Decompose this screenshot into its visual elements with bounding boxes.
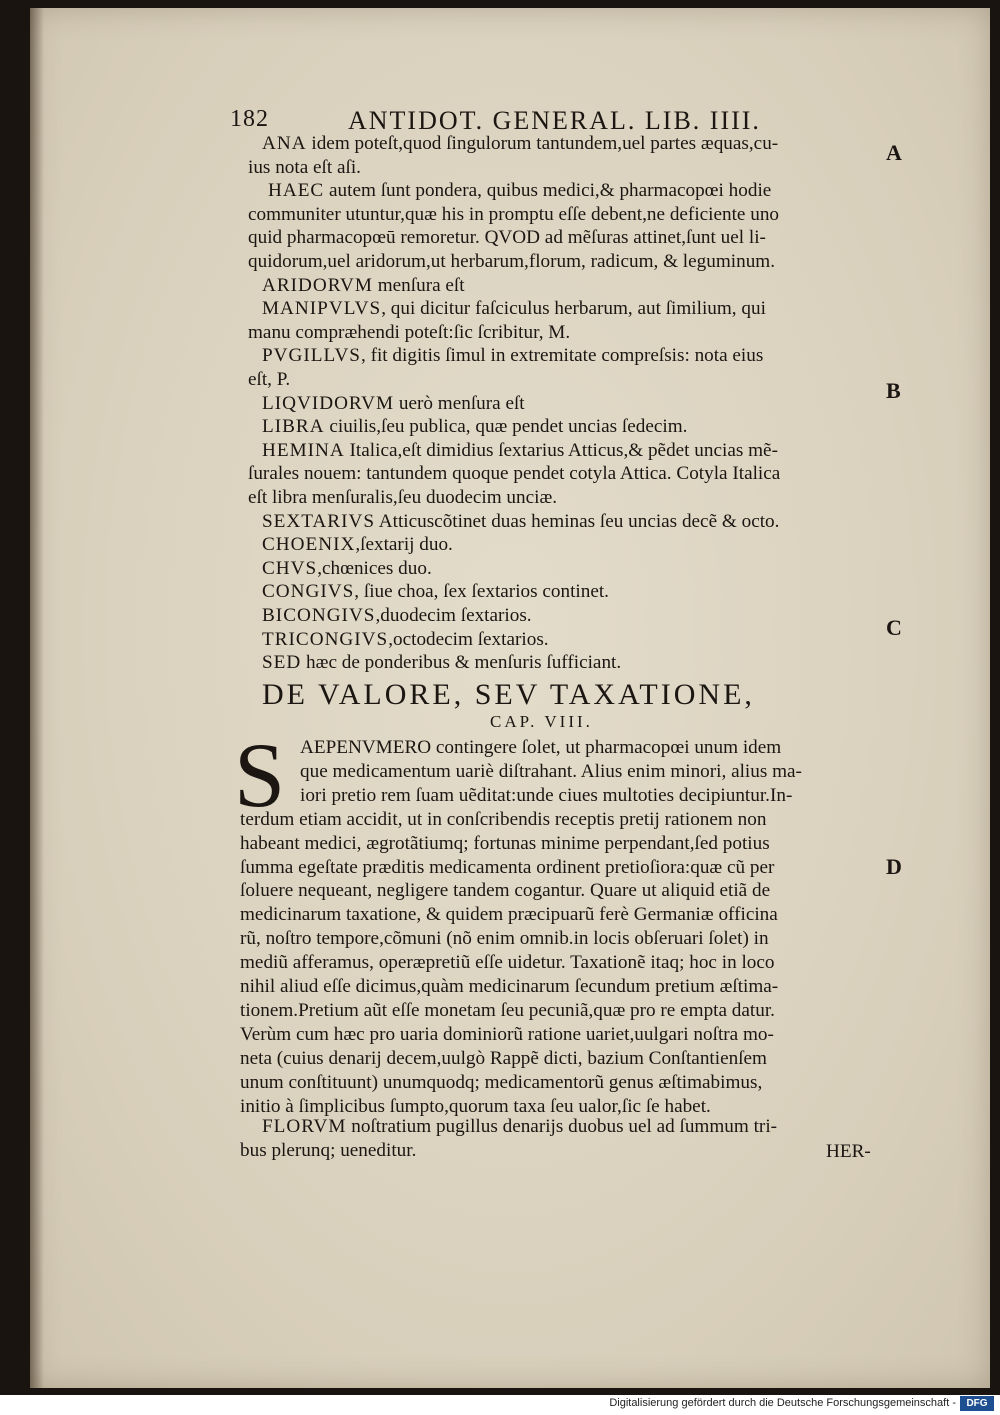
line-lead: HAEC	[268, 180, 325, 202]
line-text: noſtratium pugillus denarijs duobus uel ad ſummum tri-	[346, 1116, 778, 1137]
lines-top-line	[248, 486, 557, 510]
line-text: quidorum,uel aridorum,ut herbarum,florum, radicum, & leguminum.	[248, 251, 776, 272]
lines-top-line	[248, 250, 775, 274]
catchword: HER-	[826, 1141, 871, 1162]
lines-body-line: rũ, noſtro tempore,cõmuni (nõ enim omnib.in locis obſeruari ſolet) in	[240, 928, 769, 950]
line-text: , fit digitis ſimul in extremitate compreſsis: nota eius	[360, 345, 764, 367]
lines-top-line	[262, 392, 525, 416]
line-text: ,ſextarij duo.	[355, 534, 453, 556]
line-text: ſurales nouem: tantundem quoque pendet cotyla Attica. Cotyla Italica	[248, 463, 781, 485]
line-text: hæc de ponderibus & menſuris ſufficiant.	[301, 652, 622, 674]
line-text: ciuilis,ſeu publica, quæ pendet uncias ſedecim.	[324, 416, 688, 438]
lines-top-line	[262, 132, 778, 156]
lines-top-line	[262, 651, 621, 675]
line-lead: PVGILLVS	[262, 345, 361, 367]
lines-body-line: terdum etiam accidit, ut in conſcribendis receptis pretij rationem non	[240, 808, 767, 830]
line-lead: ARIDORVM	[262, 274, 373, 296]
line-text: autem ſunt pondera, quibus medici,& pharmacopœi hodie	[324, 180, 772, 202]
line-text: ,chœnices duo.	[317, 557, 432, 579]
margin-letter-b: B	[886, 378, 901, 403]
lines-body-line: mediũ afferamus, operæpretiũ eſſe uidetur. Taxationẽ itaq; hoc in loco	[240, 952, 775, 974]
line-text: , qui dicitur faſciculus herbarum, aut ſimilium, qui	[381, 298, 766, 320]
lines-top-line	[262, 297, 766, 321]
line-text: uerò menſura eſt	[394, 392, 525, 414]
lines-top-line	[262, 274, 465, 298]
line-lead: TRICONGIVS	[262, 628, 389, 650]
lines-top-line	[248, 368, 290, 392]
line-lead: CHOENIX	[262, 534, 356, 556]
line-lead: MANIPVLVS	[262, 298, 382, 320]
lines-top-line	[262, 580, 609, 604]
line-text: bus plerunq; ueneditur.	[240, 1140, 417, 1161]
lines-top-line	[268, 179, 771, 203]
line-text: Atticuscõtinet duas heminas ſeu uncias decẽ & octo.	[375, 510, 780, 532]
lines-top-line	[248, 203, 779, 227]
line-text: communiter utuntur,quæ his in promptu eſſe debent,ne deficiente uno	[248, 203, 780, 225]
lines-top-line	[262, 533, 453, 557]
page-number: 182	[230, 106, 269, 132]
lines-tail-line	[240, 1139, 416, 1163]
line-text: ,octodecim ſextarios.	[388, 628, 549, 650]
footer-credit: Digitalisierung gefördert durch die Deutsche Forschungsgemeinschaft -	[609, 1397, 956, 1409]
margin-letter-a: A	[886, 140, 902, 165]
line-lead: SED	[262, 652, 302, 674]
line-text: ius nota eſt aſi.	[248, 156, 361, 178]
running-title: ANTIDOT. GENERAL. LIB. IIII.	[348, 106, 761, 135]
line-text: manu compræhendi poteſt:ſic ſcribitur, M.	[248, 321, 571, 343]
lines-body-line: unum conſtituunt) unumquodq; medicamentorũ genus æſtimabimus,	[240, 1071, 763, 1093]
line-lead: SEXTARIVS	[262, 510, 376, 532]
drop-cap: S	[234, 724, 286, 826]
lines-body-line: habeant medici, ægrotãtiumq; fortunas minime perpendant,ſed potius	[240, 832, 770, 854]
lines-top-line	[262, 439, 778, 463]
lines-body-line: ſoluere nequeant, negligere tandem cogantur. Quare ut aliquid etiã de	[240, 880, 771, 902]
chapter-heading: DE VALORE, SEV TAXATIONE,	[262, 678, 755, 711]
lines-body-line: ſumma egeſtate præditis medicamenta ordinent pretioſiora:quæ cũ per	[240, 856, 775, 878]
line-text: ,duodecim ſextarios.	[375, 605, 532, 626]
line-text: eſt, P.	[248, 369, 291, 390]
lines-top-line	[248, 226, 766, 250]
line-lead: LIQVIDORVM	[262, 392, 395, 414]
margin-letter-c: C	[886, 615, 902, 640]
line-text: quid pharmacopœū remoretur. QVOD ad mẽſuras attinet,ſunt uel li-	[248, 227, 766, 249]
line-lead: FLORVM	[262, 1116, 347, 1137]
lines-body-line: tionem.Pretium aũt eſſe monetam ſeu pecuniã,quæ pro re empta datur.	[240, 999, 775, 1021]
line-lead: LIBRA	[262, 416, 325, 438]
lines-top-line	[262, 415, 687, 439]
lines-body-line: AEPENVMERO contingere ſolet, ut pharmacopœi unum idem	[300, 737, 782, 758]
lines-top-line	[262, 557, 432, 581]
dfg-logo: DFG	[960, 1396, 994, 1411]
line-text: menſura eſt	[372, 274, 465, 296]
lines-top-line	[262, 628, 549, 652]
line-text: idem poteſt,quod ſingulorum tantundem,uel partes æquas,cu-	[306, 133, 779, 154]
line-lead: HEMINA	[262, 439, 345, 461]
lines-top-line	[248, 156, 361, 180]
lines-body-line: que medicamentum uariè diſtrahant. Alius enim minori, alius ma-	[300, 760, 802, 782]
line-lead: CHVS	[262, 557, 318, 579]
chapter-number: CAP. VIII.	[490, 712, 593, 731]
footer-bar	[0, 1395, 1000, 1415]
page-spine-shadow	[30, 8, 44, 1388]
lines-body-line: medicinarum taxatione, & quidem præcipuarũ ferè Germaniæ officina	[240, 904, 778, 926]
line-text: , ſiue choa, ſex ſextarios continet.	[354, 581, 609, 603]
line-text: eſt libra menſuralis,ſeu duodecim unciæ.	[248, 487, 558, 508]
line-text: Italica,eſt dimidius ſextarius Atticus,& pẽdet uncias mẽ-	[344, 439, 778, 461]
line-lead: ANA	[262, 133, 307, 154]
lines-body-line: initio à ſimplicibus ſumpto,quorum taxa ſeu ualor,ſic ſe habet.	[240, 1095, 711, 1117]
lines-body-line: neta (cuius denarij decem,uulgò Rappẽ dicti, bazium Conſtantienſem	[240, 1047, 767, 1069]
lines-body-line: nihil aliud eſſe dicimus,quàm medicinarum ſecundum pretium æſtima-	[240, 976, 779, 997]
line-lead: BICONGIVS	[262, 605, 376, 626]
lines-top-line	[262, 344, 763, 368]
lines-top-line	[262, 510, 779, 534]
lines-body-line: Verùm cum hæc pro uaria dominiorũ ratione uariet,uulgari noſtra mo-	[240, 1023, 774, 1045]
lines-body-line: iori pretio rem ſuam uẽditat:unde ciues multoties decipiuntur.In-	[300, 784, 793, 806]
lines-tail-line	[262, 1115, 777, 1139]
lines-top-line	[248, 462, 780, 486]
lines-top-line	[262, 604, 532, 628]
margin-letter-d: D	[886, 854, 902, 879]
lines-top-line	[248, 321, 570, 345]
line-lead: CONGIVS	[262, 581, 355, 603]
